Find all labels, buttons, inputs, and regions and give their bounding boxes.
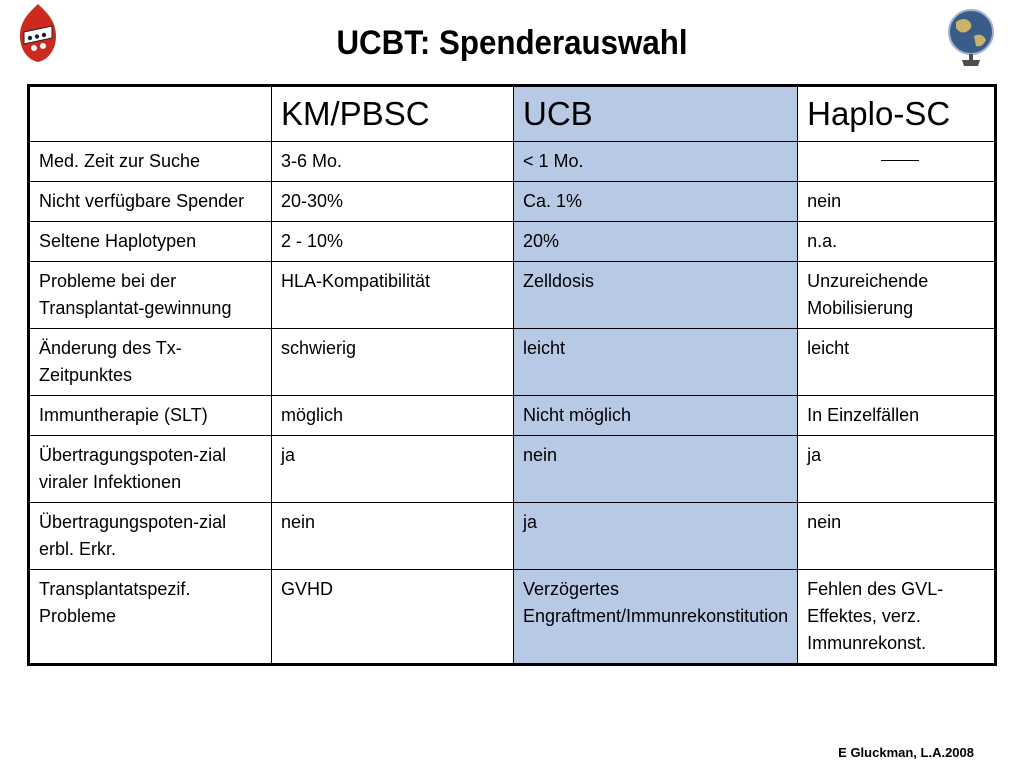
row-label: Transplantatspezif. Probleme bbox=[29, 570, 272, 665]
km-pbsc-cell: ja bbox=[272, 436, 514, 503]
header-empty-cell bbox=[29, 86, 272, 142]
table-row bbox=[29, 262, 996, 329]
row-label: Seltene Haplotypen bbox=[29, 222, 272, 262]
row-label: Probleme bei der Transplantat-gewinnung bbox=[29, 262, 272, 329]
km-pbsc-cell: 2 - 10% bbox=[272, 222, 514, 262]
table-header-row bbox=[29, 86, 996, 142]
haplo-sc-cell: nein bbox=[798, 503, 996, 570]
ucb-cell: Ca. 1% bbox=[514, 182, 798, 222]
km-pbsc-cell: möglich bbox=[272, 396, 514, 436]
haplo-sc-cell: nein bbox=[798, 182, 996, 222]
table-row bbox=[29, 182, 996, 222]
header-ucb: UCB bbox=[514, 86, 798, 142]
km-pbsc-cell: HLA-Kompatibilität bbox=[272, 262, 514, 329]
table-row bbox=[29, 503, 996, 570]
ucb-cell: nein bbox=[514, 436, 798, 503]
header-haplo-sc: Haplo-SC bbox=[798, 86, 996, 142]
haplo-sc-cell bbox=[798, 142, 996, 182]
table-row bbox=[29, 396, 996, 436]
ucb-cell: Nicht möglich bbox=[514, 396, 798, 436]
row-label: Änderung des Tx-Zeitpunktes bbox=[29, 329, 272, 396]
km-pbsc-cell: 3-6 Mo. bbox=[272, 142, 514, 182]
haplo-sc-cell: Fehlen des GVL-Effektes, verz. Immunrekonst. bbox=[798, 570, 996, 665]
slide-title: UCBT: Spenderauswahl bbox=[336, 24, 688, 62]
table-row bbox=[29, 436, 996, 503]
km-pbsc-cell: GVHD bbox=[272, 570, 514, 665]
source-credit: E Gluckman, L.A.2008 bbox=[838, 745, 974, 760]
haplo-sc-cell: n.a. bbox=[798, 222, 996, 262]
ucb-cell: Zelldosis bbox=[514, 262, 798, 329]
ucb-cell: Verzögertes Engraftment/Immunrekonstitution bbox=[514, 570, 798, 665]
row-label: Nicht verfügbare Spender bbox=[29, 182, 272, 222]
ucb-cell: ja bbox=[514, 503, 798, 570]
row-label: Med. Zeit zur Suche bbox=[29, 142, 272, 182]
km-pbsc-cell: nein bbox=[272, 503, 514, 570]
row-label: Übertragungspoten-zial viraler Infektionen bbox=[29, 436, 272, 503]
table-row bbox=[29, 222, 996, 262]
km-pbsc-cell: schwierig bbox=[272, 329, 514, 396]
haplo-sc-cell: Unzureichende Mobilisierung bbox=[798, 262, 996, 329]
table-row bbox=[29, 570, 996, 665]
header-km-pbsc: KM/PBSC bbox=[272, 86, 514, 142]
row-label: Immuntherapie (SLT) bbox=[29, 396, 272, 436]
table-row bbox=[29, 329, 996, 396]
ucb-cell: 20% bbox=[514, 222, 798, 262]
km-pbsc-cell: 20-30% bbox=[272, 182, 514, 222]
haplo-sc-cell: leicht bbox=[798, 329, 996, 396]
ucb-cell: < 1 Mo. bbox=[514, 142, 798, 182]
table-row bbox=[29, 142, 996, 182]
haplo-sc-cell: ja bbox=[798, 436, 996, 503]
donor-comparison-table bbox=[27, 84, 997, 666]
dash-line bbox=[881, 160, 919, 161]
haplo-sc-cell: In Einzelfällen bbox=[798, 396, 996, 436]
ucb-cell: leicht bbox=[514, 329, 798, 396]
row-label: Übertragungspoten-zial erbl. Erkr. bbox=[29, 503, 272, 570]
